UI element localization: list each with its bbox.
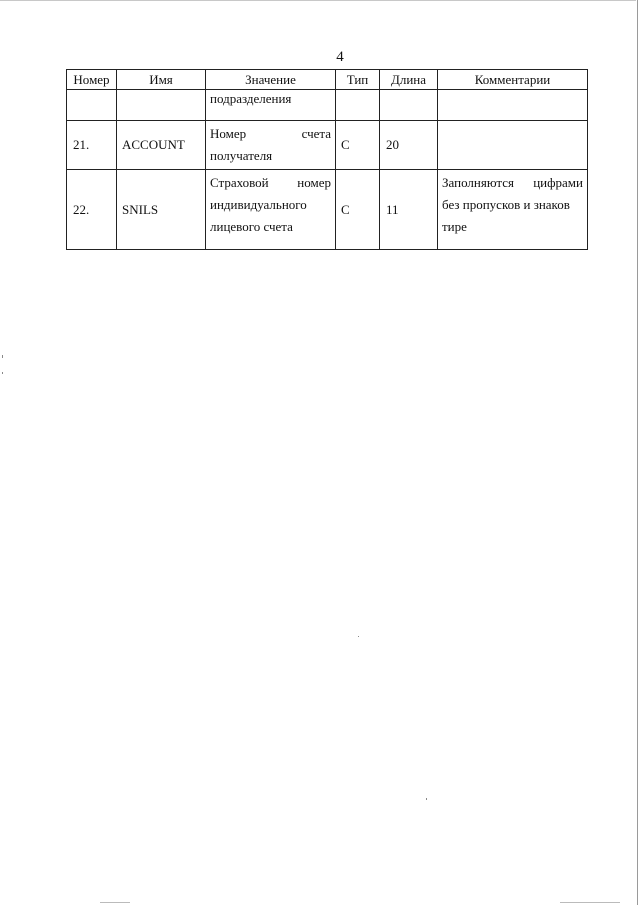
cell-name: ACCOUNT (117, 121, 206, 170)
cell-number (67, 90, 117, 121)
cell-type (336, 90, 380, 121)
table-header-row (67, 70, 588, 90)
scan-edge-top (0, 0, 636, 1)
page-number: 4 (336, 49, 344, 65)
cell-comment (438, 121, 588, 170)
comment-word: цифрами (533, 175, 583, 190)
cell-value (206, 121, 336, 170)
scan-speck (2, 372, 3, 374)
cell-number: 21. (67, 121, 117, 170)
header-comments: Комментарии (438, 70, 588, 90)
cell-length: 20 (380, 121, 438, 170)
cell-type: C (336, 121, 380, 170)
scan-speck (426, 798, 427, 800)
value-text: подразделения (210, 91, 292, 106)
cell-value (206, 170, 336, 250)
header-type: Тип (336, 70, 380, 90)
scan-speck (358, 636, 359, 637)
value-word: Номер (210, 126, 247, 141)
cell-comment (438, 90, 588, 121)
cell-comment (438, 170, 588, 250)
table-row (67, 121, 588, 170)
cell-number: 22. (67, 170, 117, 250)
cell-length (380, 90, 438, 121)
value-line: индивидуального (210, 197, 307, 212)
comment-line: без пропусков и знаков (442, 197, 570, 212)
comment-line: тире (442, 219, 467, 234)
comment-line (442, 172, 583, 194)
value-word: счета (301, 126, 331, 141)
scan-edge-right (637, 0, 638, 905)
scan-speck (560, 902, 620, 903)
cell-name: SNILS (117, 170, 206, 250)
header-value: Значение (206, 70, 336, 90)
value-line: получателя (210, 148, 273, 163)
header-number: Номер (67, 70, 117, 90)
header-length: Длина (380, 70, 438, 90)
comment-word: Заполняются (442, 175, 514, 190)
scan-speck (2, 355, 3, 358)
value-line (210, 172, 331, 194)
scan-speck (100, 902, 130, 903)
cell-value (206, 90, 336, 121)
table-row-continuation (67, 90, 588, 121)
value-word: номер (297, 175, 331, 190)
cell-type: C (336, 170, 380, 250)
table-row (67, 170, 588, 250)
cell-length: 11 (380, 170, 438, 250)
cell-name (117, 90, 206, 121)
value-line (210, 123, 331, 145)
fields-table (66, 69, 588, 250)
value-word: Страховой (210, 175, 269, 190)
value-line: лицевого счета (210, 219, 293, 234)
header-name: Имя (117, 70, 206, 90)
